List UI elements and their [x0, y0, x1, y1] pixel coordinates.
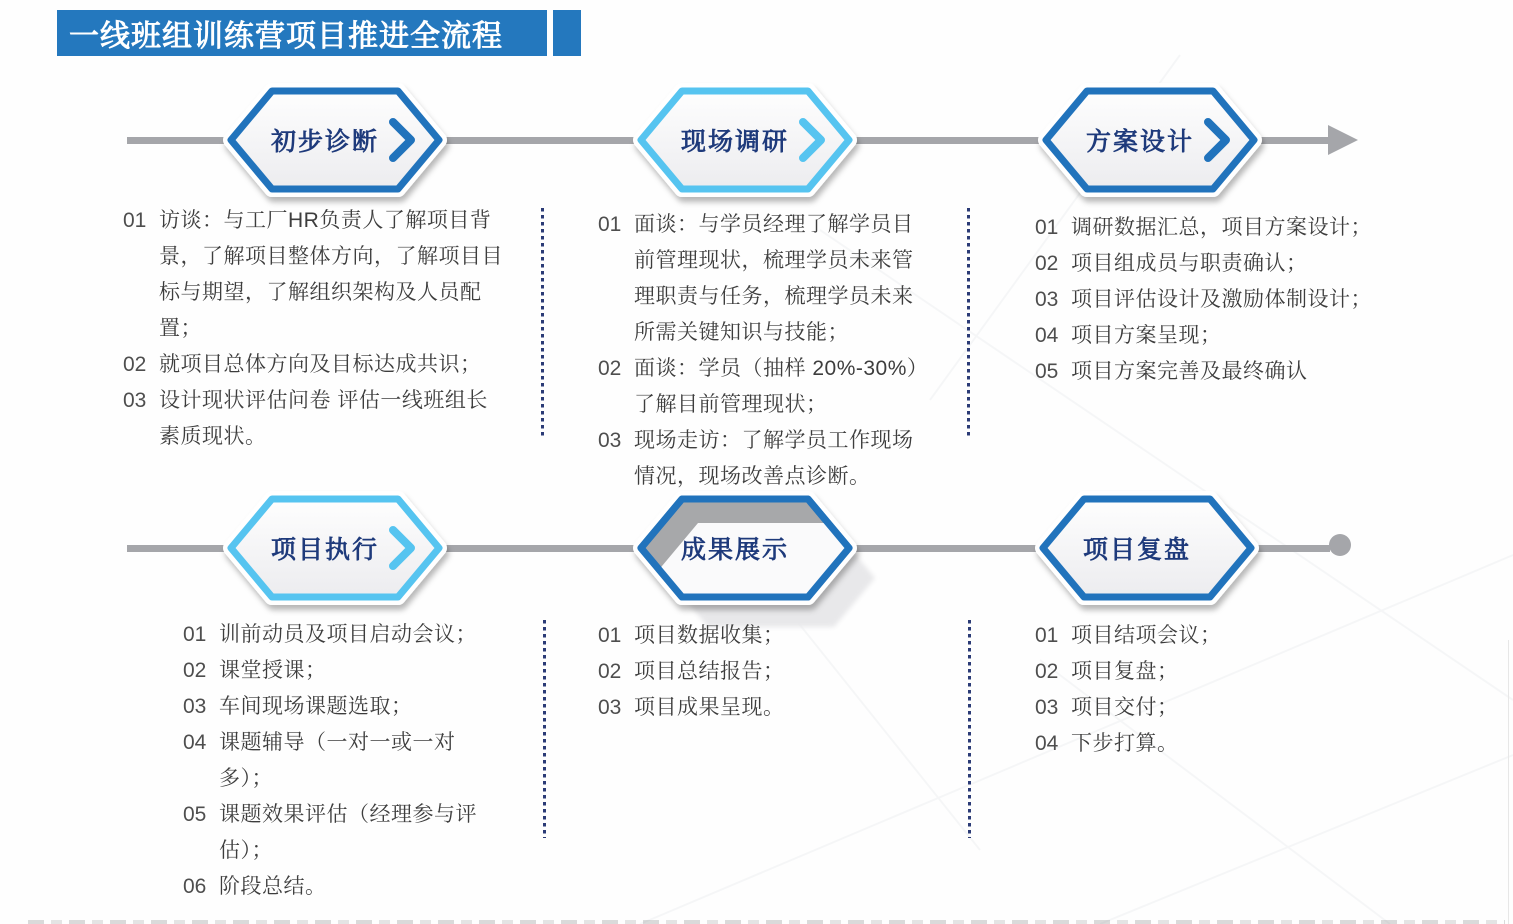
- item-text: 面谈：学员（抽样 20%-30%）了解目前管理现状；: [634, 357, 929, 416]
- item-number: 04: [183, 731, 207, 754]
- item-number: 02: [183, 659, 207, 682]
- list-item: [183, 725, 483, 797]
- list-item: [183, 797, 483, 869]
- item-number: 03: [123, 389, 147, 412]
- list-item: [1035, 246, 1421, 282]
- stage-node-field-research: [635, 80, 855, 200]
- list-item: [598, 618, 934, 654]
- stage-node-initial-diagnosis: [225, 80, 445, 200]
- list-item: [183, 869, 483, 905]
- item-number: 01: [183, 623, 207, 646]
- stage-details-field-research: [598, 207, 932, 495]
- item-text: 访谈：与工厂HR负责人了解项目背景，了解项目整体方向，了解项目目标与期望，了解组织架构及人员配置；: [159, 209, 503, 340]
- item-number: 02: [1035, 660, 1059, 683]
- list-item: [1035, 618, 1371, 654]
- stage-node-project-review: [1037, 488, 1257, 608]
- item-text: 现场走访：了解学员工作现场情况，现场改善点诊断。: [634, 429, 914, 488]
- item-number: 05: [183, 803, 207, 826]
- item-text: 阶段总结。: [219, 875, 327, 898]
- item-text: 项目评估设计及激励体制设计；: [1071, 288, 1372, 311]
- stage-label: 成果展示: [680, 537, 789, 564]
- stage-label: 项目执行: [270, 537, 379, 564]
- item-number: 03: [598, 429, 622, 452]
- stage-node-solution-design: [1040, 80, 1260, 200]
- page-title-text: 一线班组训练营项目推进全流程: [69, 20, 503, 53]
- stage-label: 项目复盘: [1082, 537, 1191, 564]
- item-text: 课题辅导（一对一或一对多）；: [219, 731, 456, 790]
- list-item: [1035, 654, 1371, 690]
- item-text: 项目总结报告；: [634, 660, 785, 683]
- stage-details-project-review: [1035, 618, 1371, 762]
- item-text: 训前动员及项目启动会议；: [219, 623, 477, 646]
- list-item: [183, 617, 483, 653]
- list-item: [183, 689, 483, 725]
- cutoff-text-strip: [28, 920, 1505, 924]
- item-text: 面谈：与学员经理了解学员目前管理现状，梳理学员未来管理职责与任务，梳理学员未来所需关键知识与技能；: [634, 213, 914, 344]
- stage-details-project-execution: [183, 617, 483, 905]
- item-text: 项目交付；: [1071, 696, 1179, 719]
- list-item: [598, 207, 932, 351]
- item-number: 03: [1035, 288, 1059, 311]
- item-text: 车间现场课题选取；: [219, 695, 413, 718]
- list-item: [123, 383, 505, 455]
- item-number: 04: [1035, 732, 1059, 755]
- item-number: 01: [598, 624, 622, 647]
- stage-details-solution-design: [1035, 210, 1421, 390]
- list-item: [123, 203, 505, 347]
- list-item: [183, 653, 483, 689]
- list-item: [1035, 210, 1421, 246]
- item-number: 02: [598, 660, 622, 683]
- list-item: [598, 423, 932, 495]
- item-number: 01: [123, 209, 147, 232]
- list-item: [123, 347, 505, 383]
- arrow-head-icon: [1328, 125, 1358, 155]
- item-number: 03: [598, 696, 622, 719]
- dotted-divider: [967, 208, 970, 438]
- item-text: 项目数据收集；: [634, 624, 785, 647]
- stage-label: 现场调研: [680, 129, 789, 156]
- item-number: 03: [183, 695, 207, 718]
- item-number: 02: [123, 353, 147, 376]
- page-edge-line: [1508, 640, 1509, 924]
- stage-node-results-presentation: [635, 488, 855, 608]
- item-number: 02: [598, 357, 622, 380]
- item-number: 01: [1035, 216, 1059, 239]
- item-number: 04: [1035, 324, 1059, 347]
- page-title: [57, 10, 547, 56]
- item-text: 项目方案呈现；: [1071, 324, 1222, 347]
- list-item: [1035, 726, 1371, 762]
- item-text: 课题效果评估（经理参与评估）；: [219, 803, 477, 862]
- dotted-divider: [541, 208, 544, 438]
- item-number: 01: [598, 213, 622, 236]
- list-item: [598, 654, 934, 690]
- item-text: 下步打算。: [1071, 732, 1179, 755]
- item-text: 项目方案完善及最终确认: [1071, 360, 1308, 383]
- item-number: 05: [1035, 360, 1059, 383]
- item-text: 项目结项会议；: [1071, 624, 1222, 647]
- item-text: 项目组成员与职责确认；: [1071, 252, 1308, 275]
- item-text: 项目复盘；: [1071, 660, 1179, 683]
- item-text: 就项目总体方向及目标达成共识；: [159, 353, 482, 376]
- item-number: 03: [1035, 696, 1059, 719]
- stage-details-initial-diagnosis: [123, 203, 505, 455]
- item-number: 01: [1035, 624, 1059, 647]
- dotted-divider: [968, 620, 971, 838]
- stage-label: 初步诊断: [270, 129, 379, 156]
- item-number: 06: [183, 875, 207, 898]
- list-item: [1035, 354, 1421, 390]
- stage-node-project-execution: [225, 488, 445, 608]
- stage-details-results-presentation: [598, 618, 934, 726]
- item-text: 项目成果呈现。: [634, 696, 785, 719]
- item-text: 设计现状评估问卷 评估一线班组长素质现状。: [159, 389, 488, 448]
- item-text: 调研数据汇总，项目方案设计；: [1071, 216, 1372, 239]
- list-item: [1035, 318, 1421, 354]
- item-number: 02: [1035, 252, 1059, 275]
- end-dot-icon: [1329, 534, 1351, 556]
- item-text: 课堂授课；: [219, 659, 327, 682]
- dotted-divider: [543, 620, 546, 838]
- list-item: [1035, 690, 1371, 726]
- list-item: [1035, 282, 1421, 318]
- list-item: [598, 690, 934, 726]
- stage-label: 方案设计: [1085, 129, 1194, 156]
- title-accent-square: [553, 10, 581, 56]
- list-item: [598, 351, 932, 423]
